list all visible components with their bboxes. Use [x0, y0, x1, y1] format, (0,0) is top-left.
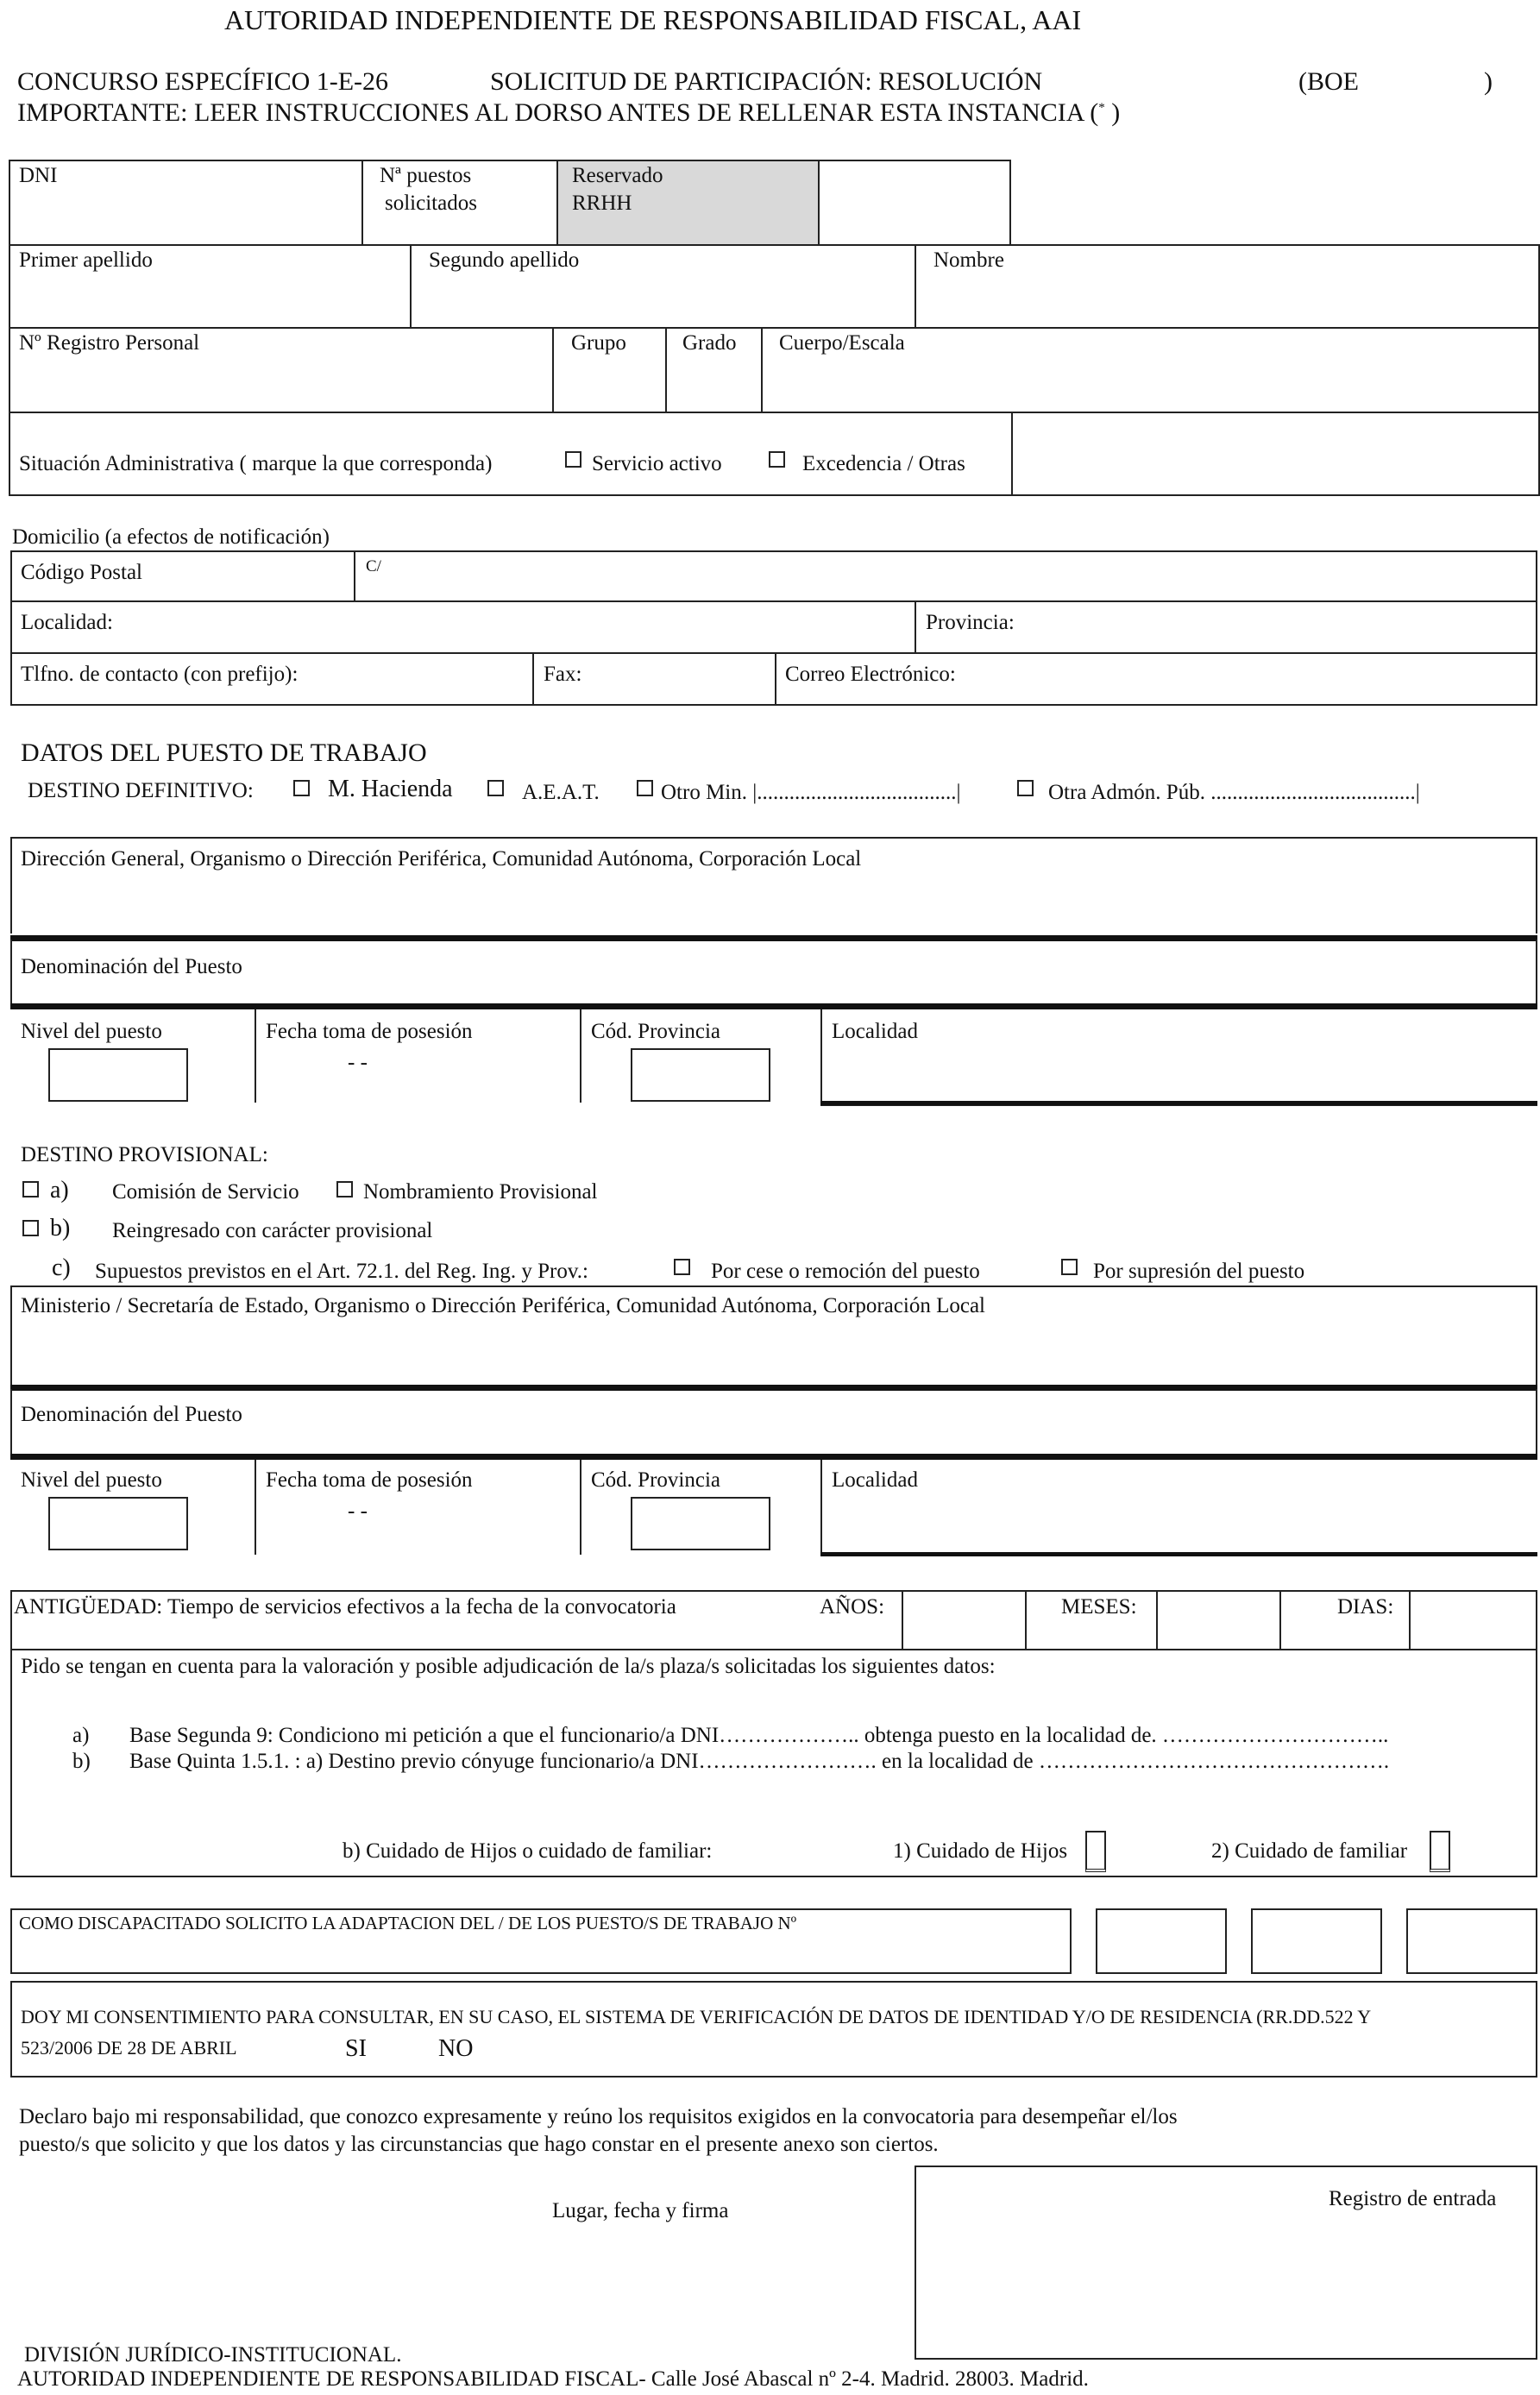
- prov-localidad-box: [820, 1460, 1537, 1556]
- registro-entrada-label: Registro de entrada: [1329, 2187, 1497, 2210]
- prov-localidad-label: Localidad: [832, 1468, 918, 1492]
- consentimiento-box: [10, 1981, 1537, 2078]
- boe-close: ): [1484, 67, 1493, 96]
- registro-label: Nº Registro Personal: [19, 331, 200, 355]
- footer-address: AUTORIDAD INDEPENDIENTE DE RESPONSABILIDAD FISCAL- Calle José Abascal nº 2-4. Madrid. 28003. Madrid.: [17, 2367, 1089, 2391]
- consentimiento-line2: 523/2006 DE 28 DE ABRIL: [21, 2037, 237, 2059]
- otro-min-checkbox[interactable]: [637, 780, 653, 796]
- cuidado-hijos-checkbox[interactable]: [1085, 1831, 1106, 1872]
- nombramiento-label: Nombramiento Provisional: [363, 1180, 598, 1204]
- nombramiento-checkbox[interactable]: [336, 1181, 353, 1198]
- cuerpo-label: Cuerpo/Escala: [779, 331, 905, 355]
- calle-label: C/: [366, 557, 381, 575]
- valoracion-intro: Pido se tengan en cuenta para la valoración y posible adjudicación de la/s plaza/s solicitadas los siguientes datos:: [21, 1655, 996, 1678]
- cuidado-familiar-label: 2) Cuidado de familiar: [1211, 1839, 1408, 1863]
- option-a-checkbox[interactable]: [22, 1181, 39, 1198]
- otro-min-label: Otro Min. |.....................................|: [661, 781, 961, 804]
- reingresado-label: Reingresado con carácter provisional: [112, 1219, 433, 1242]
- footer-division: DIVISIÓN JURÍDICO-INSTITUCIONAL.: [24, 2343, 402, 2367]
- apellidos-row: [9, 244, 1540, 329]
- valoracion-a-text: Base Segunda 9: Condiciono mi petición a que el funcionario/a DNI……………….. obtenga puesto en la localidad de. …………………………..: [129, 1724, 1389, 1747]
- localidad-box: [820, 1009, 1537, 1106]
- cuidado-label: b) Cuidado de Hijos o cuidado de familiar:: [343, 1839, 713, 1863]
- otra-admon-label: Otra Admón. Púb. ......................................|: [1048, 781, 1420, 804]
- fecha-separator: - -: [348, 1051, 368, 1074]
- ministerio-label: Ministerio / Secretaría de Estado, Organismo o Dirección Periférica, Comunidad Autónoma, Corporación Local: [21, 1294, 985, 1317]
- declaracion-line1: Declaro bajo mi responsabilidad, que conozco expresamente y reúno los requisitos exigidos en la convocatoria para desempeñar el/los: [19, 2105, 1178, 2128]
- option-b-checkbox[interactable]: [22, 1220, 39, 1236]
- anos-label: AÑOS:: [820, 1595, 885, 1619]
- comision-label: Comisión de Servicio: [112, 1180, 299, 1204]
- m-hacienda-checkbox[interactable]: [293, 780, 310, 796]
- prov-nivel-label: Nivel del puesto: [21, 1468, 162, 1492]
- prov-cod-provincia-input[interactable]: [631, 1497, 770, 1550]
- otra-admon-checkbox[interactable]: [1017, 780, 1034, 796]
- servicio-activo-checkbox[interactable]: [565, 451, 581, 468]
- meses-label: MESES:: [1061, 1595, 1137, 1619]
- primer-apellido-label: Primer apellido: [19, 248, 153, 272]
- por-supresion-checkbox[interactable]: [1061, 1259, 1078, 1275]
- destino-definitivo-label: DESTINO DEFINITIVO:: [28, 779, 254, 802]
- option-b-label: b): [50, 1215, 71, 1242]
- consentimiento-si[interactable]: SI: [345, 2035, 367, 2062]
- cod-provincia-input[interactable]: [631, 1048, 770, 1102]
- segundo-apellido-label: Segundo apellido: [429, 248, 580, 272]
- cp-row: [10, 550, 1537, 602]
- direccion-general-label: Dirección General, Organismo o Dirección Periférica, Comunidad Autónoma, Corporación Local: [21, 847, 862, 871]
- m-hacienda-label: M. Hacienda: [328, 776, 453, 802]
- discapacidad-label: COMO DISCAPACITADO SOLICITO LA ADAPTACION DEL / DE LOS PUESTO/S DE TRABAJO Nº: [19, 1913, 797, 1933]
- puestos-label-1: Nª puestos: [380, 164, 472, 187]
- solicitud-label: SOLICITUD DE PARTICIPACIÓN: RESOLUCIÓN: [490, 67, 1043, 96]
- prov-denominacion-label: Denominación del Puesto: [21, 1403, 242, 1426]
- nivel-input[interactable]: [48, 1048, 188, 1102]
- situacion-label: Situación Administrativa ( marque la que corresponda): [19, 452, 493, 475]
- prov-fecha-label: Fecha toma de posesión: [266, 1468, 473, 1492]
- cod-provincia-label: Cód. Provincia: [591, 1020, 720, 1043]
- puesto-n1-input[interactable]: [1096, 1908, 1227, 1974]
- valoracion-a-label: a): [72, 1724, 90, 1747]
- telefono-label: Tlfno. de contacto (con prefijo):: [21, 663, 299, 686]
- dni-row: [9, 160, 1011, 246]
- valoracion-b-label: b): [72, 1750, 91, 1773]
- fecha-label: Fecha toma de posesión: [266, 1020, 473, 1043]
- domicilio-heading: Domicilio (a efectos de notificación): [12, 525, 330, 549]
- option-a-label: a): [50, 1177, 69, 1204]
- prov-nivel-input[interactable]: [48, 1497, 188, 1550]
- aeat-checkbox[interactable]: [487, 780, 504, 796]
- consentimiento-no[interactable]: NO: [438, 2035, 474, 2062]
- puesto-heading: DATOS DEL PUESTO DE TRABAJO: [21, 739, 427, 767]
- provincia-label: Provincia:: [926, 611, 1015, 634]
- provisional-heading: DESTINO PROVISIONAL:: [21, 1143, 268, 1166]
- declaracion-line2: puesto/s que solicito y que los datos y las circunstancias que hago constar en el presente anexo son ciertos.: [19, 2133, 939, 2156]
- fax-label: Fax:: [544, 663, 582, 686]
- supuestos-label: Supuestos previstos en el Art. 72.1. del Reg. Ing. y Prov.:: [95, 1260, 588, 1283]
- concurso-label: CONCURSO ESPECÍFICO 1-E-26: [17, 67, 389, 96]
- consentimiento-line1: DOY MI CONSENTIMIENTO PARA CONSULTAR, EN SU CASO, EL SISTEMA DE VERIFICACIÓN DE DATOS DE IDENTIDAD Y/O DE RESIDENCIA (RR.DD.522 Y: [21, 2006, 1372, 2027]
- nivel-label: Nivel del puesto: [21, 1020, 162, 1043]
- prov-fecha-separator: - -: [348, 1499, 368, 1523]
- prov-cod-provincia-label: Cód. Provincia: [591, 1468, 720, 1492]
- dni-label: DNI: [19, 164, 58, 187]
- por-cese-label: Por cese o remoción del puesto: [711, 1260, 980, 1283]
- option-c-label: c): [52, 1254, 71, 1281]
- aeat-label: A.E.A.T.: [522, 781, 600, 804]
- importante-note: IMPORTANTE: LEER INSTRUCCIONES AL DORSO ANTES DE RELLENAR ESTA INSTANCIA (* ): [17, 98, 1121, 127]
- registro-row: [9, 327, 1540, 413]
- puestos-label-2: solicitados: [385, 192, 477, 215]
- meses-input[interactable]: [1156, 1590, 1281, 1650]
- denominacion-label: Denominación del Puesto: [21, 955, 242, 978]
- anos-input[interactable]: [902, 1590, 1027, 1650]
- puesto-n2-input[interactable]: [1251, 1908, 1382, 1974]
- grado-label: Grado: [682, 331, 737, 355]
- grupo-label: Grupo: [571, 331, 626, 355]
- reservado-label-2: RRHH: [572, 192, 632, 215]
- lugar-fecha-firma-label: Lugar, fecha y firma: [552, 2199, 729, 2222]
- dias-label: DIAS:: [1337, 1595, 1394, 1619]
- localidad-label: Localidad:: [21, 611, 113, 634]
- codigo-postal-label: Código Postal: [21, 561, 142, 584]
- servicio-activo-label: Servicio activo: [592, 452, 722, 475]
- excedencia-label: Excedencia / Otras: [802, 452, 965, 475]
- valoracion-b-text: Base Quinta 1.5.1. : a) Destino previo cónyuge funcionario/a DNI……………………. en la localidad de ………………………………………….: [129, 1750, 1390, 1773]
- cuidado-hijos-label: 1) Cuidado de Hijos: [893, 1839, 1068, 1863]
- por-cese-checkbox[interactable]: [674, 1259, 690, 1275]
- page-title: AUTORIDAD INDEPENDIENTE DE RESPONSABILIDAD FISCAL, AAI: [224, 4, 1082, 35]
- puesto-n3-input[interactable]: [1406, 1908, 1537, 1974]
- por-supresion-label: Por supresión del puesto: [1093, 1260, 1305, 1283]
- localidad-row: [10, 600, 1537, 654]
- reservado-label-1: Reservado: [572, 164, 663, 187]
- correo-label: Correo Electrónico:: [785, 663, 956, 686]
- antiguedad-label: ANTIGÜEDAD: Tiempo de servicios efectivos a la fecha de la convocatoria: [14, 1595, 676, 1619]
- cuidado-familiar-checkbox[interactable]: [1430, 1831, 1450, 1872]
- nombre-label: Nombre: [933, 248, 1004, 272]
- excedencia-checkbox[interactable]: [769, 451, 785, 468]
- boe-open: (BOE: [1298, 67, 1359, 96]
- puesto-localidad-label: Localidad: [832, 1020, 918, 1043]
- dias-input[interactable]: [1409, 1590, 1537, 1650]
